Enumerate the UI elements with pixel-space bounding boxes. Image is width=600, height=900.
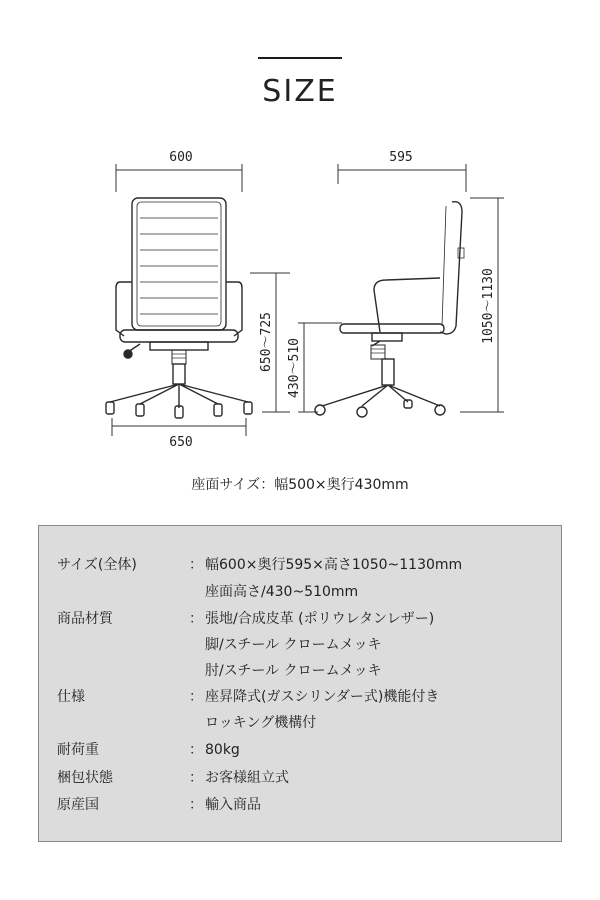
spec-colon: ： [189, 770, 203, 786]
spec-colon: ： [189, 742, 203, 758]
side-depth-dimension [338, 164, 466, 192]
total-height-label: 1050～1130 [481, 268, 496, 344]
spec-row-load [57, 741, 150, 759]
spec-label: 梱包状態 [57, 770, 113, 786]
spec-row-packaging [57, 769, 150, 787]
title-rule [258, 57, 342, 59]
front-base-dimension [112, 418, 246, 436]
spec-value: 輸入商品 [205, 797, 261, 813]
front-base-label: 650 [169, 435, 193, 450]
spec-value: ロッキング機構付 [205, 715, 317, 731]
front-width-label: 600 [169, 150, 193, 165]
front-width-dimension [116, 164, 242, 192]
spec-label: 耐荷重 [57, 742, 99, 758]
spec-row-material [57, 610, 150, 628]
spec-value: 脚/スチール クロームメッキ [205, 637, 382, 653]
seat-size-caption: 座面サイズ：幅500×奥行430mm [191, 477, 409, 493]
spec-colon: ： [189, 797, 203, 813]
spec-value: 座昇降式(ガスシリンダー式)機能付き [205, 689, 440, 705]
seat-height-dimension [298, 323, 342, 412]
spec-value: お客様組立式 [205, 770, 289, 786]
spec-row-features [57, 688, 150, 706]
armrest-height-label: 650～725 [259, 312, 274, 372]
spec-value: 80kg [205, 742, 240, 758]
spec-value: 幅600×奥行595×高さ1050~1130mm [205, 557, 463, 573]
side-depth-label: 595 [389, 150, 413, 165]
spec-label: 原産国 [57, 797, 99, 813]
spec-label: 仕様 [57, 689, 85, 705]
seat-height-label: 430～510 [287, 338, 302, 398]
chair-dimension-diagram [0, 140, 600, 460]
page-title: SIZE [262, 74, 338, 109]
spec-colon: ： [189, 611, 203, 627]
spec-value: 張地/合成皮革 (ポリウレタンレザー) [205, 611, 435, 627]
spec-colon: ： [189, 557, 203, 573]
spec-label: 商品材質 [57, 611, 113, 627]
spec-colon: ： [189, 689, 203, 705]
spec-label: サイズ(全体) [57, 557, 137, 573]
spec-value: 肘/スチール クロームメッキ [205, 663, 382, 679]
side-chair-drawing [315, 202, 464, 417]
spec-row-size [57, 556, 187, 574]
spec-row-origin [57, 796, 150, 814]
front-chair-drawing [106, 198, 252, 418]
spec-value: 座面高さ/430~510mm [205, 584, 359, 600]
